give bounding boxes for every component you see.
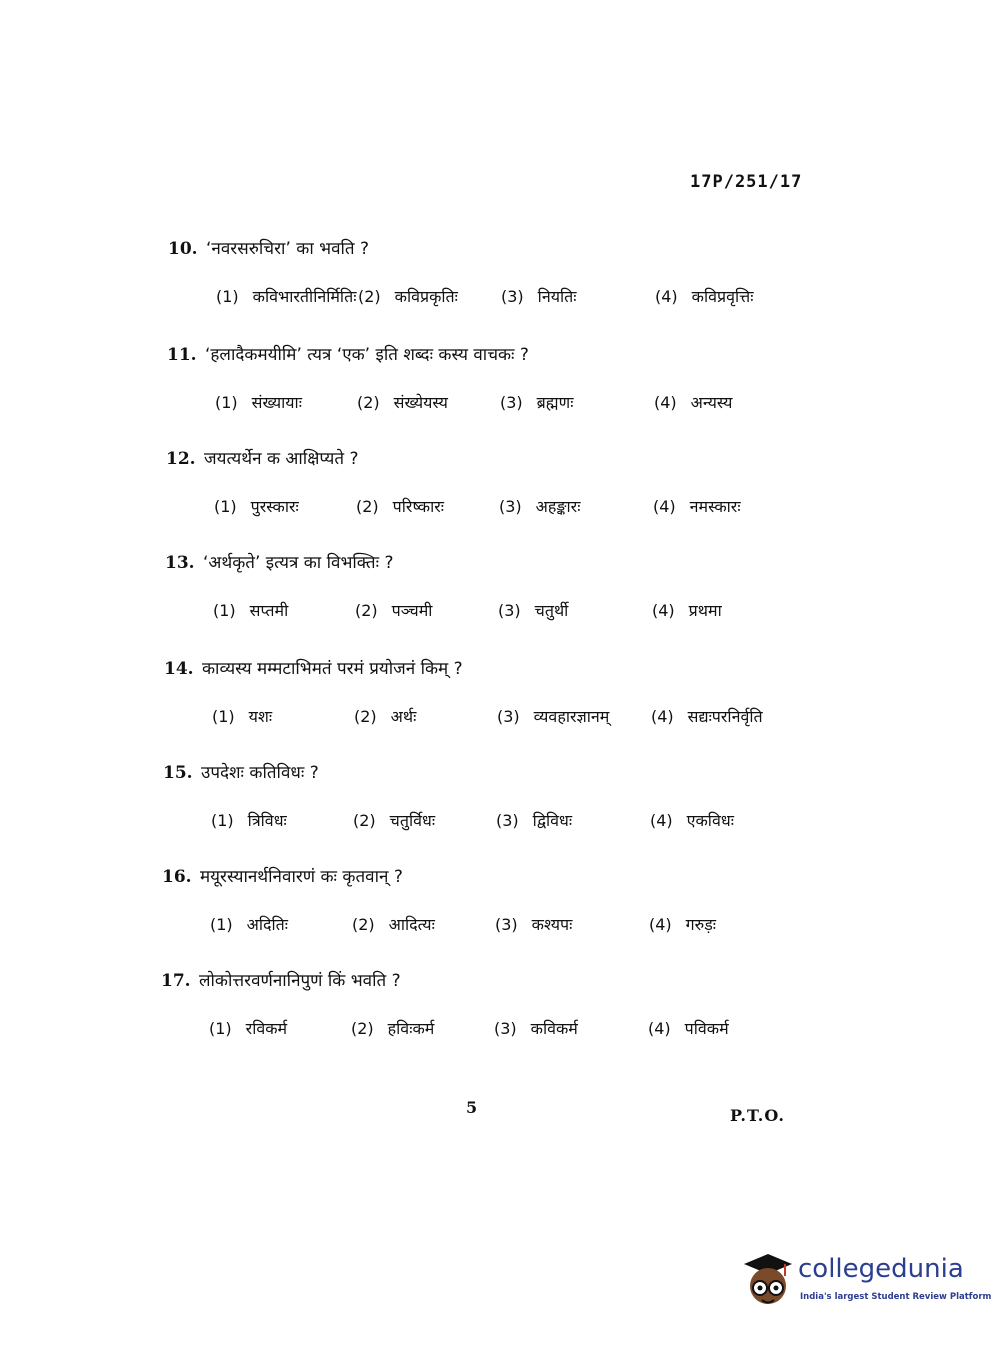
option-number: (4) [651, 707, 674, 726]
option-text: पविकर्म [684, 1019, 729, 1038]
option-number: (4) [648, 1019, 671, 1038]
option-3 [497, 705, 609, 727]
logo-tagline: India's largest Student Review Platform [800, 1292, 992, 1302]
option-1 [214, 495, 299, 517]
option-row [165, 599, 865, 629]
option-number: (1) [211, 811, 234, 830]
option-2 [357, 391, 448, 413]
option-3 [498, 599, 568, 621]
question-13 [165, 550, 865, 629]
option-text: कविप्रवृत्तिः [691, 287, 754, 306]
question-number: 13. [165, 553, 195, 573]
option-number: (1) [210, 915, 233, 934]
option-1 [212, 705, 272, 727]
option-number: (4) [649, 915, 672, 934]
option-2 [358, 285, 458, 307]
option-text: हविःकर्म [387, 1019, 435, 1038]
question-16 [162, 864, 862, 943]
question-text: मयूरस्यानर्थनिवारणं कः कृतवान् ? [200, 867, 403, 887]
option-number: (2) [353, 811, 376, 830]
option-text: व्यवहारज्ञानम् [533, 707, 610, 726]
option-number: (3) [498, 601, 521, 620]
option-number: (4) [650, 811, 673, 830]
collegedunia-logo [740, 1250, 992, 1312]
option-text: प्रथमा [688, 601, 722, 620]
question-line [165, 550, 865, 573]
question-line [162, 864, 862, 887]
option-number: (2) [351, 1019, 374, 1038]
logo-name: collegedunia [798, 1254, 964, 1284]
option-number: (2) [358, 287, 381, 306]
option-4 [652, 599, 722, 621]
option-1 [215, 391, 302, 413]
option-number: (1) [216, 287, 239, 306]
option-row [166, 495, 866, 525]
question-14 [164, 656, 864, 735]
option-number: (3) [496, 811, 519, 830]
question-17 [161, 968, 861, 1047]
option-text: चतुर्विधः [389, 811, 436, 830]
option-number: (1) [212, 707, 235, 726]
option-text: अदितिः [246, 915, 289, 934]
question-line [161, 968, 861, 991]
option-text: संख्येयस्य [393, 393, 448, 412]
option-text: अहङ्कारः [535, 497, 581, 516]
option-text: परिष्कारः [392, 497, 444, 516]
option-text: त्रिविधः [247, 811, 287, 830]
question-12 [166, 446, 866, 525]
option-1 [213, 599, 288, 621]
option-2 [351, 1017, 434, 1039]
option-text: पञ्चमी [391, 601, 433, 620]
question-text: उपदेशः कतिविधः ? [201, 763, 319, 783]
question-number: 16. [162, 867, 192, 887]
option-3 [501, 285, 576, 307]
option-row [167, 391, 867, 421]
question-line [167, 342, 867, 365]
question-11 [167, 342, 867, 421]
option-4 [651, 705, 763, 727]
option-3 [499, 495, 580, 517]
option-number: (3) [494, 1019, 517, 1038]
option-number: (2) [355, 601, 378, 620]
option-text: एकविधः [686, 811, 734, 830]
option-number: (1) [214, 497, 237, 516]
option-3 [500, 391, 573, 413]
option-row [163, 809, 863, 839]
option-1 [210, 913, 288, 935]
option-row [161, 1017, 861, 1047]
option-text: नमस्कारः [689, 497, 741, 516]
option-text: कविप्रकृतिः [394, 287, 458, 306]
option-4 [655, 285, 753, 307]
option-number: (1) [215, 393, 238, 412]
option-2 [356, 495, 444, 517]
option-text: कविभारतीनिर्मितिः [252, 287, 357, 306]
option-4 [654, 391, 732, 413]
option-text: कश्यपः [531, 915, 573, 934]
option-number: (3) [500, 393, 523, 412]
mascot-icon [740, 1250, 796, 1312]
option-4 [649, 913, 716, 935]
option-text: आदित्यः [388, 915, 435, 934]
option-row [162, 913, 862, 943]
option-number: (2) [357, 393, 380, 412]
option-4 [653, 495, 741, 517]
option-2 [353, 809, 435, 831]
option-1 [216, 285, 356, 307]
option-number: (2) [354, 707, 377, 726]
question-text: काव्यस्य मम्मटाभिमतं परमं प्रयोजनं किम् ? [202, 659, 463, 679]
option-text: पुरस्कारः [250, 497, 299, 516]
option-number: (4) [654, 393, 677, 412]
option-text: अर्थः [390, 707, 417, 726]
paper-code: 17P/251/17 [690, 172, 803, 192]
option-number: (2) [352, 915, 375, 934]
option-number: (3) [499, 497, 522, 516]
option-number: (3) [501, 287, 524, 306]
option-row [168, 285, 868, 315]
option-3 [496, 809, 572, 831]
question-15 [163, 760, 863, 839]
option-1 [211, 809, 287, 831]
option-3 [495, 913, 572, 935]
option-text: ब्रह्मणः [536, 393, 574, 412]
option-text: यशः [248, 707, 273, 726]
question-number: 14. [164, 659, 194, 679]
option-text: द्विविधः [532, 811, 573, 830]
question-number: 12. [166, 449, 196, 469]
question-line [164, 656, 864, 679]
option-3 [494, 1017, 578, 1039]
option-number: (1) [213, 601, 236, 620]
option-text: गरुड़ः [685, 915, 717, 934]
option-number: (3) [497, 707, 520, 726]
option-2 [352, 913, 435, 935]
option-text: चतुर्थी [534, 601, 569, 620]
question-text: ‘नवरसरुचिरा’ का भवति ? [206, 239, 370, 259]
option-text: कविकर्म [530, 1019, 578, 1038]
option-number: (2) [356, 497, 379, 516]
question-text: लोकोत्तरवर्णनानिपुणं किं भवति ? [199, 971, 401, 991]
option-text: अन्यस्य [690, 393, 733, 412]
option-number: (4) [655, 287, 678, 306]
option-row [164, 705, 864, 735]
pto-label: P.T.O. [730, 1106, 785, 1125]
question-number: 11. [167, 345, 197, 365]
question-number: 17. [161, 971, 191, 991]
question-text: ‘अर्थकृते’ इत्यत्र का विभक्तिः ? [203, 553, 394, 573]
option-number: (3) [495, 915, 518, 934]
option-2 [355, 599, 432, 621]
question-10 [168, 236, 868, 315]
question-line [163, 760, 863, 783]
option-text: संख्यायाः [251, 393, 302, 412]
page-number: 5 [466, 1098, 478, 1117]
option-text: रविकर्म [245, 1019, 288, 1038]
option-2 [354, 705, 416, 727]
question-line [168, 236, 868, 259]
question-text: ‘हलादैकमयीमि’ त्यत्र ‘एक’ इति शब्दः कस्य वाचकः ? [205, 345, 529, 365]
question-text: जयत्यर्थेन क आक्षिप्यते ? [204, 449, 359, 469]
option-4 [650, 809, 734, 831]
option-number: (1) [209, 1019, 232, 1038]
question-number: 15. [163, 763, 193, 783]
option-1 [209, 1017, 287, 1039]
question-line [166, 446, 866, 469]
option-number: (4) [652, 601, 675, 620]
option-4 [648, 1017, 729, 1039]
option-number: (4) [653, 497, 676, 516]
option-text: सद्यःपरनिर्वृति [687, 707, 763, 726]
option-text: सप्तमी [249, 601, 289, 620]
option-text: नियतिः [537, 287, 577, 306]
question-number: 10. [168, 239, 198, 259]
